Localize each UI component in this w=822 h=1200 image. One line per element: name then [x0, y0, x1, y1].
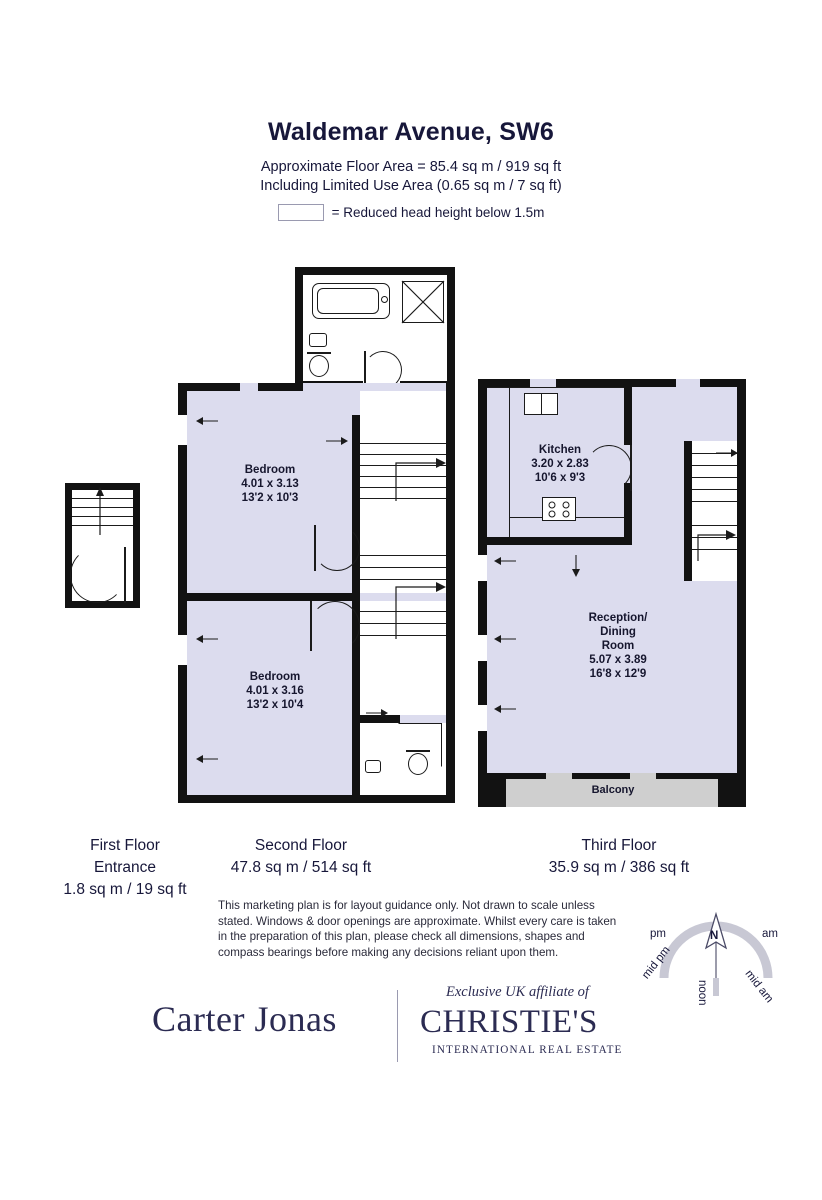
floor-caption-third [504, 835, 734, 879]
window-gap [478, 705, 487, 731]
third-floor-name: Third Floor [581, 837, 657, 854]
second-floor-name: Second Floor [254, 837, 348, 854]
bedroom2-door-arc-icon [310, 601, 360, 651]
bedroom2-metric: 4.01 x 3.16 [246, 685, 304, 697]
compass-north-label: N [710, 930, 719, 942]
third-floor-stair-arrow-icon [694, 505, 736, 565]
kitchen-door-leaf [630, 445, 632, 491]
third-floor-wall-top-mid [556, 379, 676, 387]
christies-logo: CHRISTIE'S [420, 1004, 598, 1040]
wall-arrow-icon [366, 707, 388, 719]
kitchen-wall-right [624, 379, 632, 445]
bedroom1-name: Bedroom [244, 464, 296, 476]
wall-arrow-icon [494, 703, 516, 715]
reception-imperial: 16'8 x 12'9 [589, 668, 647, 680]
wall-arrow-icon [570, 555, 582, 577]
kitchen-name: Kitchen [538, 444, 582, 456]
first-floor-stair-arrow-icon [90, 487, 110, 535]
legend-label: = Reduced head height below 1.5m [331, 205, 545, 220]
second-floor-wall-top-mid [258, 383, 303, 391]
stair-arrow-down-icon [390, 553, 446, 643]
bathroom-wall-left [295, 267, 303, 389]
stair-arrow-up-icon [390, 445, 446, 505]
wall-arrow-icon [716, 447, 738, 459]
first-floor-area: 1.8 sq m / 19 sq ft [63, 881, 187, 898]
christies-sublogo: INTERNATIONAL REAL ESTATE [432, 1044, 623, 1056]
floor-area-line: Approximate Floor Area = 85.4 sq m / 919 sq ft [260, 159, 562, 175]
balcony-wall-top-seg2 [572, 773, 630, 779]
bedroom2-imperial: 13'2 x 10'4 [246, 699, 304, 711]
second-floor-wall-top-left [178, 383, 240, 391]
kitchen-metric: 3.20 x 2.83 [531, 458, 589, 470]
shower-diagonal-icon [402, 281, 444, 323]
third-floor-area: 35.9 sq m / 386 sq ft [548, 859, 690, 876]
bedroom1-imperial: 13'2 x 10'3 [241, 492, 299, 504]
second-floor-sink-icon [365, 760, 381, 773]
bedroom1-door-arc-icon [314, 525, 360, 571]
bedroom2-name: Bedroom [249, 671, 301, 683]
stair-core-wall-left-upper [352, 415, 360, 593]
footer-divider [397, 990, 398, 1062]
stair-step [360, 443, 446, 444]
second-floor-wall-right [446, 383, 455, 803]
wall-arrow-icon [196, 753, 218, 765]
first-floor-entrance-door-leaf [124, 547, 126, 603]
kitchen-label [500, 443, 620, 485]
bedroom2-door-leaf [310, 601, 312, 651]
balcony-wall-top-seg1 [506, 773, 546, 779]
third-floor-stair-wall-left [684, 441, 692, 581]
kitchen-hob-burners-icon [542, 497, 576, 521]
bathroom-sink-icon [309, 333, 327, 347]
wall-arrow-icon [326, 435, 348, 447]
balcony-wall-left [478, 773, 506, 807]
first-floor-wall-right [133, 483, 140, 608]
limited-use-area-line: Including Limited Use Area (0.65 sq m / 7 sq ft) [260, 178, 562, 194]
bedroom-divider-wall [178, 593, 360, 601]
balcony-wall-top-seg3 [656, 773, 718, 779]
compass-mid-pm-label: mid pm [640, 944, 673, 982]
agent-logo: Carter Jonas [152, 999, 337, 1039]
floor-caption-second [196, 835, 406, 879]
legend-swatch-icon [278, 204, 324, 221]
page-title: Waldemar Avenue, SW6 [267, 118, 555, 146]
bedroom1-label [200, 463, 340, 505]
legend [0, 204, 822, 221]
balcony-name: Balcony [591, 784, 635, 796]
third-floor-wall-right [737, 379, 746, 803]
window-gap [178, 415, 187, 445]
compass-noon-label: noon [696, 980, 708, 1006]
compass-mid-am-label: mid am [742, 968, 776, 1006]
second-floor-wc-wall [352, 715, 360, 803]
bathroom-wall-right [447, 267, 455, 389]
stair-step [692, 489, 737, 490]
kitchen-imperial: 10'6 x 9'3 [534, 472, 586, 484]
kitchen-wall-bottom [487, 537, 632, 545]
window-gap [478, 635, 487, 661]
reception-metric: 5.07 x 3.89 [589, 654, 647, 666]
bathtub-tap-icon [381, 296, 388, 303]
bedroom2-label [205, 670, 345, 712]
header [0, 118, 822, 221]
balcony-wall-right [718, 773, 746, 807]
affiliate-text: Exclusive UK affiliate of [446, 984, 589, 1000]
wall-arrow-icon [196, 633, 218, 645]
first-floor-wall-left [65, 483, 72, 608]
wall-arrow-icon [494, 633, 516, 645]
bathtub-inner-icon [317, 288, 379, 314]
disclaimer-text: This marketing plan is for layout guidance only. Not drawn to scale unless stated. Windows & door openings are approximate. Whilst every care is taken in the preparation of this plan, please check all dimensions, shapes and compass bearings before making any decisions reliant upon them. [218, 899, 617, 959]
reception-label [548, 611, 688, 681]
window-gap [478, 555, 487, 581]
kitchen-counter-top [487, 387, 624, 388]
balcony-label [558, 783, 668, 797]
wall-arrow-icon [494, 555, 516, 567]
reception-name-line3: Room [601, 640, 635, 652]
kitchen-wall-right-lower [624, 483, 632, 545]
first-floor-name-2: Entrance [93, 859, 157, 876]
first-floor-name: First Floor [90, 837, 160, 854]
first-floor-entrance-door-arc-icon [70, 547, 125, 603]
kitchen-sink-divider-icon [541, 394, 542, 414]
compass-pm-label: pm [650, 928, 666, 940]
reception-name-line2: Dining [600, 626, 636, 638]
compass-am-label: am [762, 928, 778, 940]
second-floor-wall-bottom [178, 795, 455, 803]
third-floor-wall-left [478, 379, 487, 803]
floorplan-canvas [0, 255, 822, 825]
window-gap [178, 635, 187, 665]
second-floor-area: 47.8 sq m / 514 sq ft [230, 859, 372, 876]
bedroom1-door-leaf [314, 525, 316, 571]
reception-name-line1: Reception/ [588, 612, 648, 624]
wc-fixture-icon [309, 355, 329, 377]
bedroom1-metric: 4.01 x 3.13 [241, 478, 299, 490]
stair-step [692, 477, 737, 478]
wc-cistern-icon [307, 352, 331, 354]
stair-step [692, 501, 737, 502]
stair-step [692, 465, 737, 466]
bathroom-wall-top [295, 267, 455, 275]
wall-arrow-icon [196, 415, 218, 427]
